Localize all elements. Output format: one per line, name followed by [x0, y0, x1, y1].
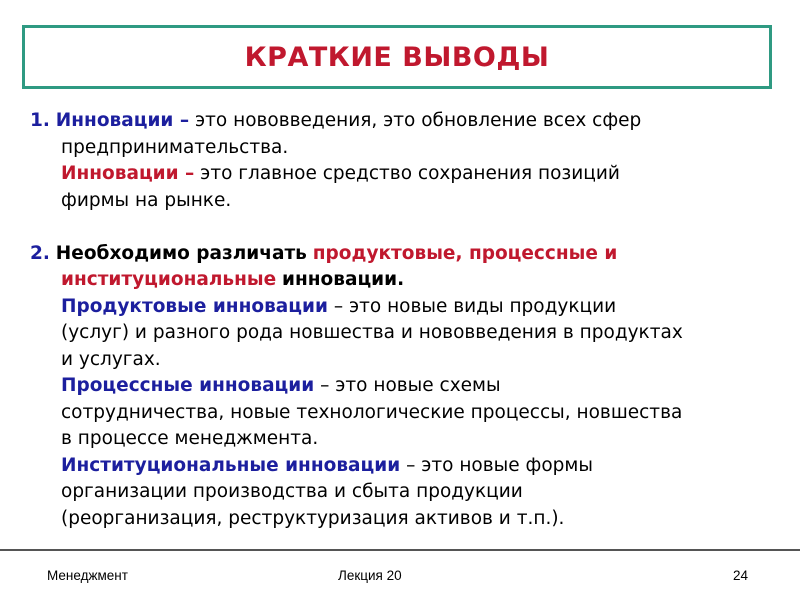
point1-text2b: фирмы на рынке. [61, 189, 232, 211]
point1-text2a: это главное средство сохранения позиций [200, 163, 620, 184]
product-line2 [30, 320, 780, 347]
footer-page-number: 24 [733, 568, 749, 583]
point2-line2 [30, 267, 780, 294]
inst-text-b: организации производства и сбыта продукции [61, 481, 523, 502]
point2-kinds-a: продуктовые, процессные и [312, 242, 618, 264]
process-text-c: в процессе менеджмента. [61, 428, 319, 449]
process-text-a: – это новые схемы [320, 375, 501, 396]
process-term: Процессные инновации [61, 375, 315, 396]
point2-number: 2. [30, 242, 50, 264]
process-text-b: сотрудничества, новые технологические процессы, новшества [61, 401, 683, 423]
point1-line1 [30, 108, 780, 135]
spacer [30, 214, 780, 241]
title-frame [22, 25, 772, 89]
inst-text-c: (реорганизация, реструктуризация активов и т.п.). [61, 507, 565, 529]
point1-line3 [30, 161, 780, 188]
process-line3 [30, 426, 780, 453]
point1-line4 [30, 188, 780, 215]
point1-line2 [30, 135, 780, 162]
footer-lecture: Лекция 20 [338, 568, 402, 583]
slide-body [30, 108, 780, 532]
product-line3 [30, 347, 780, 374]
inst-line1 [30, 453, 780, 480]
inst-term: Институциональные инновации [61, 454, 401, 476]
point2-lead: Необходимо различать [55, 242, 307, 264]
product-term: Продуктовые инновации [61, 295, 328, 317]
point1-number: 1. [30, 110, 50, 131]
process-line2 [30, 400, 780, 427]
point1-term1: Инновации – [55, 110, 190, 131]
footer-divider [0, 549, 800, 551]
point2-kinds-b: институциональные [61, 269, 277, 290]
inst-text-a: – это новые формы [406, 454, 593, 476]
slide-title: КРАТКИЕ ВЫВОДЫ [244, 41, 550, 73]
process-line1 [30, 373, 780, 400]
point1-term2: Инновации – [61, 163, 195, 184]
point2-line1 [30, 241, 780, 268]
point1-text1a: это нововведения, это обновление всех сфер [194, 110, 642, 131]
point2-lead-end: инновации. [282, 269, 405, 290]
footer-course: Менеджмент [47, 568, 128, 583]
inst-line2 [30, 479, 780, 506]
product-text-a: – это новые виды продукции [333, 295, 617, 317]
point1-text1b: предпринимательства. [61, 136, 289, 158]
product-text-b: (услуг) и разного рода новшества и нововведения в продуктах [61, 322, 683, 343]
product-text-c: и услугах. [61, 348, 161, 370]
product-line1 [30, 294, 780, 321]
inst-line3 [30, 506, 780, 533]
